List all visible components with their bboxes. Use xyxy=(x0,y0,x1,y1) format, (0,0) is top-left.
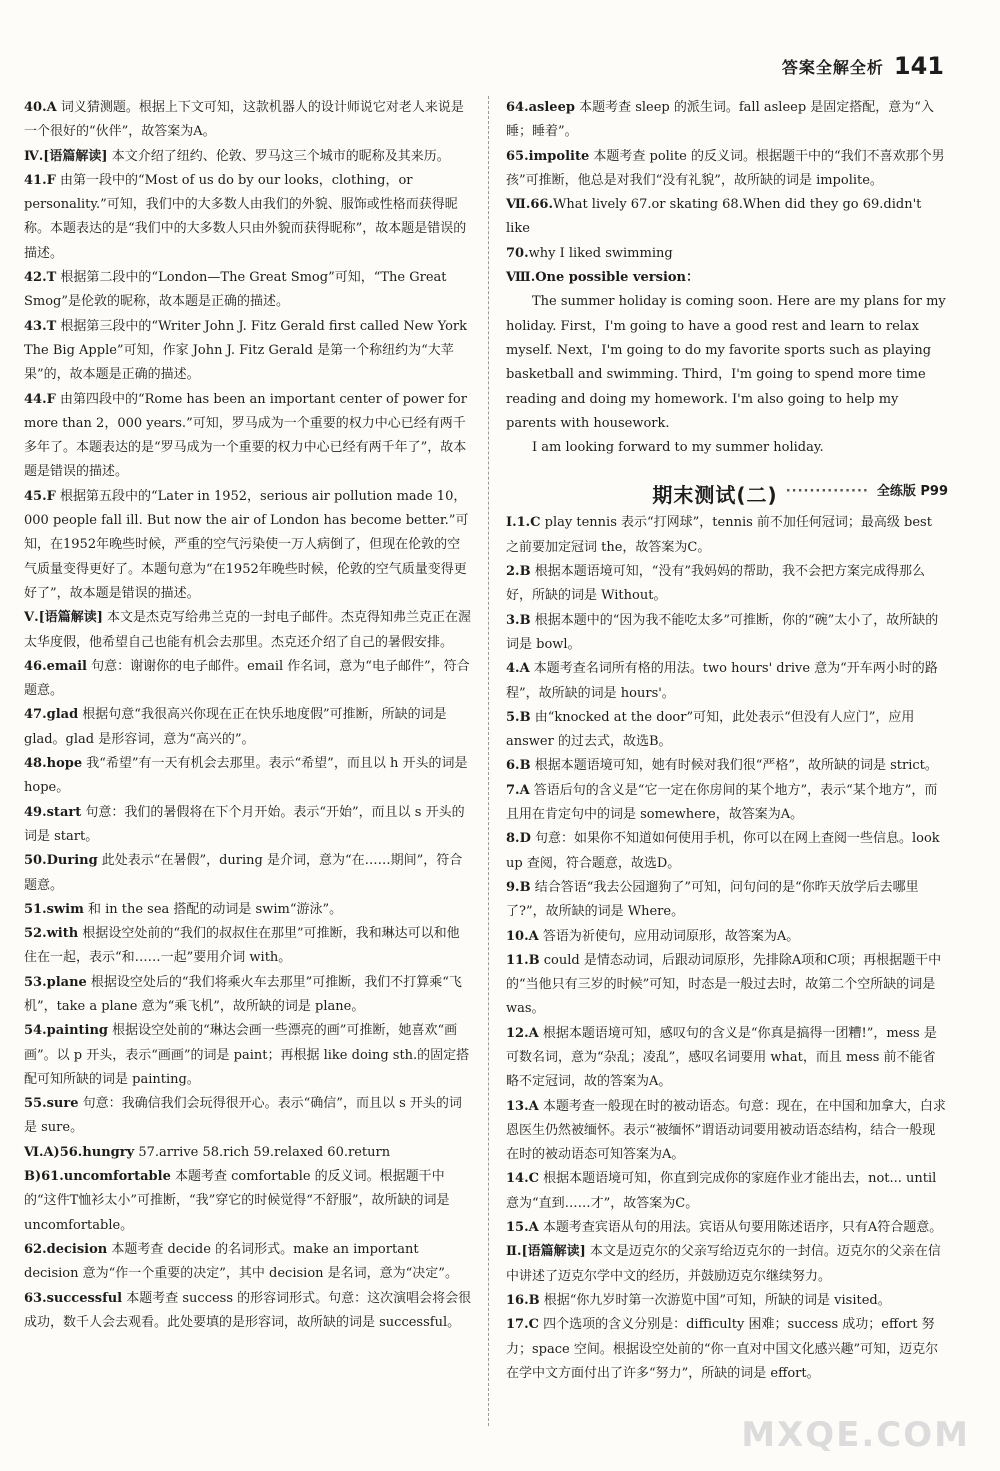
answer-number: 63.successful xyxy=(24,1290,123,1306)
answer-number: 48.hope xyxy=(24,756,83,772)
answer-text: 此处表示“在暑假”，during 是介词，意为“在……期间”，符合题意。 xyxy=(24,853,463,893)
answer-number: 7.A xyxy=(506,782,530,798)
answer-item xyxy=(506,657,948,706)
answer-text: 四个选项的含义分别是：difficulty 困难；success 成功；effort 努力；space 空间。根据设空处前的“你一直对中国文化感兴趣”可知，迈克尔在学中文方面付出了许多“努力”，所缺的词是 effort。 xyxy=(506,1317,939,1381)
answer-number: 15.A xyxy=(506,1220,539,1236)
answer-text: 根据第五段中的“Later in 1952，serious air pollution made 10，000 people fall ill. But now the air of London has become better.”可知，在1952年晚些时候，严重的空气污染使一万人病倒了，但现在伦敦的空气质量变得更好了。本题句意为“在1952年晚些时候，伦敦的空气质量变得更好了”，故本题是错误的描述。 xyxy=(24,488,469,601)
answer-text: 句意：谢谢你的电子邮件。email 作名词，意为“电子邮件”，符合题意。 xyxy=(24,658,470,699)
answer-number: Ⅱ.[语篇解读] xyxy=(506,1244,586,1260)
answer-number: 41.F xyxy=(24,172,56,188)
right-answers-top xyxy=(506,96,948,290)
answer-number: 14.C xyxy=(506,1171,539,1187)
answer-number: 12.A xyxy=(506,1025,539,1041)
answer-number: Ⅶ.66. xyxy=(506,197,553,213)
watermark: MXQE.COM xyxy=(741,1415,970,1455)
essay-paragraph: The summer holiday is coming soon. Here are my plans for my holiday. First，I'm going to have a good rest and learn to relax myself. Next，I'm going to do my favorite sports such as playing basketball and swimming. Third，I'm going to spend more time reading and doing my homework. I'm also going to help my parents with housework. xyxy=(506,294,946,431)
answer-text: 57.arrive 58.rich 59.relaxed 60.return xyxy=(134,1144,391,1160)
answer-item xyxy=(24,96,472,145)
answer-item xyxy=(24,1141,472,1165)
answer-number: 42.T xyxy=(24,270,57,286)
answer-number: 43.T xyxy=(24,318,57,334)
answer-text: 本题考查 comfortable 的反义词。根据题干中的“这件T恤衫太小”可推断，“我”穿它的时候觉得“不舒服”，故所缺的词是 uncomfortable。 xyxy=(24,1169,450,1233)
answer-item xyxy=(24,849,472,898)
answer-number: 44.F xyxy=(24,391,56,407)
answer-item xyxy=(24,922,472,971)
answer-number: Ⅷ.One possible version： xyxy=(506,270,700,286)
answer-number: 16.B xyxy=(506,1292,540,1308)
answer-text: 词义猜测题。根据上下文可知，这款机器人的设计师说它对老人来说是一个很好的“伙伴”，故答案为A。 xyxy=(24,100,464,140)
answer-number: 70. xyxy=(506,245,529,261)
answer-text: 答语后句的含义是“它一定在你房间的某个地方”，表示“某个地方”，而且用在肯定句中的词是 somewhere，故答案为A。 xyxy=(506,782,938,823)
answer-item xyxy=(24,1092,472,1141)
essay-paragraph: I am looking forward to my summer holiday. xyxy=(532,440,824,456)
answer-item xyxy=(24,606,472,655)
section-leader-dots: ·············· xyxy=(785,484,869,500)
answer-item xyxy=(24,898,472,922)
answer-text: 根据第三段中的“Writer John J. Fitz Gerald first called New York The Big Apple”可知，作家 John J. Fitz Gerald 是第一个称纽约为“大苹果”的，故本题是正确的描述。 xyxy=(24,318,468,383)
answer-item xyxy=(24,703,472,752)
answer-item xyxy=(24,315,472,388)
answer-item xyxy=(24,1165,472,1238)
answer-item xyxy=(506,1095,948,1168)
answer-item xyxy=(24,971,472,1020)
answer-item xyxy=(506,827,948,876)
answer-number: 11.B xyxy=(506,952,540,968)
answer-item xyxy=(24,1287,472,1336)
answer-text: 根据句意“我很高兴你现在正在快乐地度假”可推断，所缺的词是 glad。glad 是形容词，意为“高兴的”。 xyxy=(24,707,447,747)
answer-text: 本题考查 success 的形容词形式。句意：这次演唱会将会很成功，数千人会去观看。此处要填的是形容词，故所缺的词是 successful。 xyxy=(24,1290,472,1330)
answer-text: 本题考查 sleep 的派生词。fall asleep 是固定搭配，意为“入睡；睡着”。 xyxy=(506,100,934,140)
right-column xyxy=(506,96,948,1386)
answer-text: 句意：我确信我们会玩得很开心。表示“确信”，而且以 s 开头的词是 sure。 xyxy=(24,1096,462,1136)
answer-number: B)61.uncomfortable xyxy=(24,1169,171,1185)
answer-text: 根据第二段中的“London—The Great Smog”可知，“The Great Smog”是伦敦的昵称，故本题是正确的描述。 xyxy=(24,270,447,310)
essay xyxy=(506,290,948,460)
answer-text: 本题考查名词所有格的用法。two hours' drive 意为“开车两小时的路程”，故所缺的词是 hours'。 xyxy=(506,661,938,701)
answer-number: 53.plane xyxy=(24,974,87,990)
answer-number: 17.C xyxy=(506,1317,539,1333)
answer-text: play tennis 表示“打网球”，tennis 前不加任何冠词；最高级 best 之前要加定冠词 the，故答案为C。 xyxy=(506,515,932,555)
answer-item xyxy=(506,779,948,828)
answer-text: 根据设空处前的“我们的叔叔住在那里”可推断，我和琳达可以和他住在一起，表示“和……一起”要用介词 with。 xyxy=(24,926,460,966)
answer-item xyxy=(506,754,948,778)
answer-number: 47.glad xyxy=(24,707,79,723)
answer-text: 本文介绍了纽约、伦敦、罗马这三个城市的昵称及其来历。 xyxy=(107,148,450,164)
answer-item xyxy=(24,801,472,850)
answer-number: 9.B xyxy=(506,879,531,895)
answer-number: 6.B xyxy=(506,758,531,774)
answer-number: 13.A xyxy=(506,1098,539,1114)
section-reference: 全练版 P99 xyxy=(876,484,948,500)
answer-text: 根据本题中的“因为我不能吃太多”可推断，你的“碗”太小了，故所缺的词是 bowl。 xyxy=(506,612,939,652)
answer-number: Ⅳ.[语篇解读] xyxy=(24,148,108,164)
page-number: 141 xyxy=(893,52,944,80)
answer-item xyxy=(506,1313,948,1386)
answer-number: 46.email xyxy=(24,658,87,674)
answer-number: 49.start xyxy=(24,804,82,820)
answer-text: 根据本题语境可知，“没有”我妈妈的帮助，我不会把方案完成得那么好，所缺的词是 Without。 xyxy=(506,564,925,604)
answer-item xyxy=(506,511,948,560)
answer-text: 本题考查一般现在时的被动语态。句意：现在，在中国和加拿大，白求恩医生仍然被缅怀。表示“被缅怀”谓语动词要用被动语态结构，结合一般现在时的被动语态可知答案为A。 xyxy=(506,1098,946,1163)
answer-text: 根据“你九岁时第一次游览中国”可知，所缺的词是 visited。 xyxy=(539,1292,891,1308)
answer-number: 50.During xyxy=(24,853,98,869)
answer-text: 答语为祈使句，应用动词原形，故答案为A。 xyxy=(538,928,800,944)
answer-text: 句意：我们的暑假将在下个月开始。表示“开始”，而且以 s 开头的词是 start。 xyxy=(24,804,465,844)
answer-item xyxy=(24,266,472,315)
answer-number: 55.sure xyxy=(24,1096,79,1112)
answer-text: could 是情态动词，后跟动词原形，先排除A项和C项；再根据题干中的“当他只有三岁的时候”可知，时态是一般过去时，故第二个空所缺的词是 was。 xyxy=(506,952,942,1017)
answer-item xyxy=(506,1216,948,1240)
answer-item xyxy=(506,876,948,925)
answer-item xyxy=(24,169,472,266)
answer-item xyxy=(24,1019,472,1092)
page-header xyxy=(782,44,944,88)
answer-item xyxy=(24,752,472,801)
answer-text: 根据设空处后的“我们将乘火车去那里”可推断，我们不打算乘“飞机”，take a plane 意为“乘飞机”，故所缺的词是 plane。 xyxy=(24,974,462,1014)
answer-text: 和 in the sea 搭配的动词是 swim“游泳”。 xyxy=(83,901,343,917)
answer-text: 本题考查宾语从句的用法。宾语从句要用陈述语序，只有A符合题意。 xyxy=(538,1220,943,1236)
answer-text: What lively 67.or skating 68.When did they go 69.didn't like xyxy=(506,197,922,237)
answer-text: 本题考查 decide 的名词形式。make an important decision 意为“作一个重要的决定”，其中 decision 是名词，意为“决定”。 xyxy=(24,1241,458,1282)
answer-number: Ⅰ.1.C xyxy=(506,515,541,531)
answer-text: 结合答语“我去公园遛狗了”可知，问句问的是“你昨天放学后去哪里了?”，故所缺的词是 Where。 xyxy=(506,879,919,920)
answer-item xyxy=(24,1238,472,1287)
answer-text: 由第四段中的“Rome has been an important center of power for more than 2，000 years.”可知，罗马成为一个重要的权力中心已经有两千多年了。本题表达的是“罗马成为一个重要的权力中心已经有两千年了”，故本题是错误的描述。 xyxy=(24,391,467,480)
answer-item xyxy=(506,1022,948,1095)
answer-item xyxy=(506,560,948,609)
section-header xyxy=(506,467,948,507)
answer-text: 本文是迈克尔的父亲写给迈克尔的一封信。迈克尔的父亲在信中讲述了迈克尔学中文的经历，并鼓励迈克尔继续努力。 xyxy=(506,1244,941,1284)
answer-text: 根据本题语境可知，你直到完成你的家庭作业才能出去，not... until 意为“直到……才”，故答案为C。 xyxy=(506,1171,937,1211)
answer-text: 本题考查 polite 的反义词。根据题干中的“我们不喜欢那个男孩”可推断，他总是对我们“没有礼貌”，故所缺的词是 impolite。 xyxy=(506,148,945,188)
answer-number: Ⅴ.[语篇解读] xyxy=(24,610,103,626)
answer-text: 根据本题语境可知，她有时候对我们很“严格”，故所缺的词是 strict。 xyxy=(530,758,938,774)
answer-item xyxy=(506,609,948,658)
answer-item xyxy=(24,485,472,606)
answer-number: 2.B xyxy=(506,564,531,580)
right-answers-bottom xyxy=(506,511,948,1386)
answer-number: 45.F xyxy=(24,488,56,504)
answer-number: 8.D xyxy=(506,831,531,847)
answer-number: 40.A xyxy=(24,100,57,115)
answer-item xyxy=(506,145,948,194)
answer-number: 3.B xyxy=(506,612,531,628)
answer-text: 句意：如果你不知道如何使用手机，你可以在网上查阅一些信息。look up 查阅，符合题意，故选D。 xyxy=(506,831,940,871)
section-title: 期末测试(二) xyxy=(652,483,778,508)
answer-number: 51.swim xyxy=(24,901,84,917)
answer-item xyxy=(506,242,948,266)
answer-item xyxy=(506,925,948,949)
answer-item xyxy=(506,1167,948,1216)
answer-number: 65.impolite xyxy=(506,148,590,164)
answer-item xyxy=(506,1240,948,1289)
column-divider xyxy=(488,96,489,1426)
answer-item xyxy=(506,706,948,755)
answer-item xyxy=(24,145,472,169)
answer-number: 4.A xyxy=(506,661,530,677)
answer-text: 我“希望”有一天有机会去那里。表示“希望”，而且以 h 开头的词是 hope。 xyxy=(24,756,468,796)
header-title: 答案全解全析 xyxy=(781,57,884,77)
answer-item xyxy=(506,949,948,1022)
answer-number: 52.with xyxy=(24,926,79,942)
answer-item xyxy=(506,96,948,145)
answer-text: 由第一段中的“Most of us do by our looks，clothing，or personality.”可知，我们中的大多数人由我们的外貌、服饰或性格而获得昵称。本题表达的是“我们中的大多数人只由外貌而获得昵称”，故本题是错误的描述。 xyxy=(24,172,467,261)
answer-number: 62.decision xyxy=(24,1241,108,1257)
answer-item xyxy=(506,193,948,242)
answer-number: 54.painting xyxy=(24,1023,109,1039)
answer-item xyxy=(506,1289,948,1313)
answer-number: 10.A xyxy=(506,928,539,944)
answer-text: 根据本题语境可知，感叹句的含义是“你真是搞得一团糟!”，mess 是可数名词，意为“杂乱；凌乱”，感叹名词要用 what，而且 mess 前不能省略不定冠词，故的答案为A。 xyxy=(506,1025,937,1090)
answer-number: 64.asleep xyxy=(506,100,575,115)
answer-text: 由“knocked at the door”可知，此处表示“但没有人应门”，应用 answer 的过去式，故选B。 xyxy=(506,709,915,750)
answer-item xyxy=(24,655,472,704)
answer-item xyxy=(24,388,472,485)
answer-number: Ⅵ.A)56.hungry xyxy=(24,1144,135,1160)
answer-number: 5.B xyxy=(506,709,531,725)
answer-text: 本文是杰克写给弗兰克的一封电子邮件。杰克得知弗兰克正在渥太华度假，他希望自己也能有机会去那里。杰克还介绍了自己的暑假安排。 xyxy=(24,610,472,650)
answer-text: 根据设空处前的“琳达会画一些漂亮的画”可推断，她喜欢“画画”。以 p 开头，表示“画画”的词是 paint；再根据 like doing sth.的固定搭配可知所缺的词是 painting。 xyxy=(24,1023,470,1087)
left-column xyxy=(24,96,472,1335)
answer-item xyxy=(506,266,948,290)
answer-text: why I liked swimming xyxy=(528,245,673,261)
